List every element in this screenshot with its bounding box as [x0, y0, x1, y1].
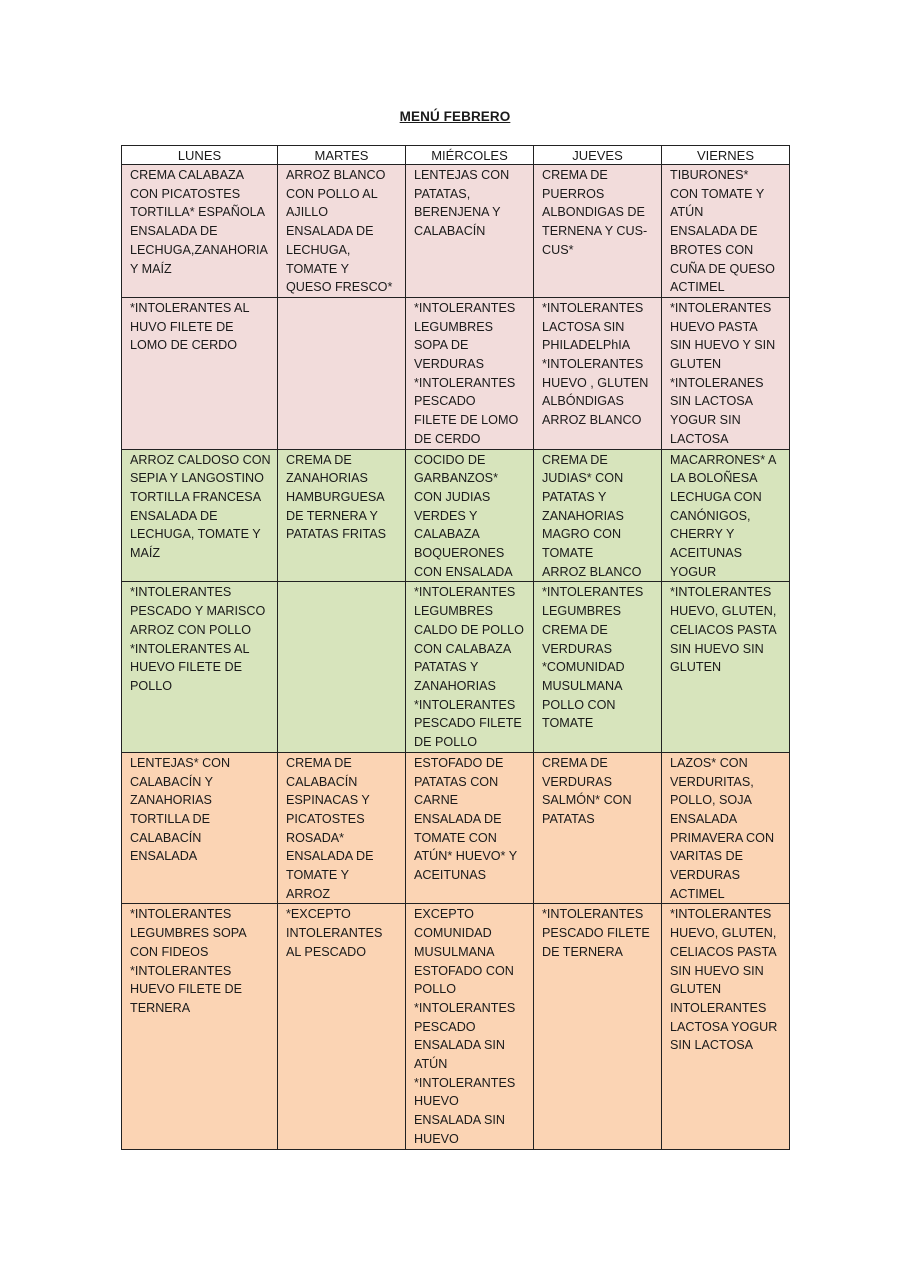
header-lunes: LUNES [122, 146, 278, 165]
menu-cell: *INTOLERANTES HUEVO, GLUTEN, CELIACOS PASTA SIN HUEVO SIN GLUTEN [662, 582, 790, 752]
table-row [122, 904, 790, 1149]
menu-cell: CREMA DE JUDIAS* CON PATATAS Y ZANAHORIAS MAGRO CON TOMATE ARROZ BLANCO [534, 449, 662, 582]
menu-cell: *INTOLERANTES LEGUMBRES SOPA CON FIDEOS *INTOLERANTES HUEVO FILETE DE TERNERA [122, 904, 278, 1149]
menu-cell: LENTEJAS CON PATATAS, BERENJENA Y CALABACÍN [406, 165, 534, 298]
menu-cell [278, 297, 406, 449]
menu-cell: *INTOLERANTES AL HUVO FILETE DE LOMO DE CERDO [122, 297, 278, 449]
header-martes: MARTES [278, 146, 406, 165]
menu-cell: ARROZ BLANCO CON POLLO AL AJILLO ENSALADA DE LECHUGA, TOMATE Y QUESO FRESCO* [278, 165, 406, 298]
menu-cell: *INTOLERANTES HUEVO, GLUTEN, CELIACOS PASTA SIN HUEVO SIN GLUTEN INTOLERANTES LACTOSA YOGUR SIN LACTOSA [662, 904, 790, 1149]
menu-cell: LAZOS* CON VERDURITAS, POLLO, SOJA ENSALADA PRIMAVERA CON VARITAS DE VERDURAS ACTIMEL [662, 752, 790, 904]
header-viernes: VIERNES [662, 146, 790, 165]
table-row [122, 165, 790, 298]
menu-cell: *INTOLERANTES PESCADO Y MARISCO ARROZ CON POLLO *INTOLERANTES AL HUEVO FILETE DE POLLO [122, 582, 278, 752]
menu-cell: EXCEPTO COMUNIDAD MUSULMANA ESTOFADO CON POLLO *INTOLERANTES PESCADO ENSALADA SIN ATÚN *INTOLERANTES HUEVO ENSALADA SIN HUEVO [406, 904, 534, 1149]
menu-cell: ESTOFADO DE PATATAS CON CARNE ENSALADA DE TOMATE CON ATÚN* HUEVO* Y ACEITUNAS [406, 752, 534, 904]
menu-cell [278, 582, 406, 752]
menu-table [121, 145, 790, 1150]
menu-cell: CREMA DE VERDURAS SALMÓN* CON PATATAS [534, 752, 662, 904]
header-row [122, 146, 790, 165]
table-row [122, 582, 790, 752]
header-jueves: JUEVES [534, 146, 662, 165]
menu-cell: ARROZ CALDOSO CON SEPIA Y LANGOSTINO TORTILLA FRANCESA ENSALADA DE LECHUGA, TOMATE Y MAÍZ [122, 449, 278, 582]
menu-cell: *INTOLERANTES LEGUMBRES CALDO DE POLLO CON CALABAZA PATATAS Y ZANAHORIAS *INTOLERANTES PESCADO FILETE DE POLLO [406, 582, 534, 752]
menu-cell: CREMA DE CALABACÍN ESPINACAS Y PICATOSTES ROSADA* ENSALADA DE TOMATE Y ARROZ [278, 752, 406, 904]
menu-cell: TIBURONES* CON TOMATE Y ATÚN ENSALADA DE BROTES CON CUÑA DE QUESO ACTIMEL [662, 165, 790, 298]
menu-cell: COCIDO DE GARBANZOS* CON JUDIAS VERDES Y CALABAZA BOQUERONES CON ENSALADA [406, 449, 534, 582]
page-title: MENÚ FEBRERO [399, 109, 511, 124]
menu-cell: LENTEJAS* CON CALABACÍN Y ZANAHORIAS TORTILLA DE CALABACÍN ENSALADA [122, 752, 278, 904]
menu-cell: *INTOLERANTES LACTOSA SIN PHILADELPhIA *INTOLERANTES HUEVO , GLUTEN ALBÓNDIGAS ARROZ BLANCO [534, 297, 662, 449]
menu-cell: *INTOLERANTES LEGUMBRES SOPA DE VERDURAS *INTOLERANTES PESCADO FILETE DE LOMO DE CERDO [406, 297, 534, 449]
menu-cell: CREMA CALABAZA CON PICATOSTES TORTILLA* ESPAÑOLA ENSALADA DE LECHUGA,ZANAHORIA Y MAÍZ [122, 165, 278, 298]
menu-cell: MACARRONES* A LA BOLOÑESA LECHUGA CON CANÓNIGOS, CHERRY Y ACEITUNAS YOGUR [662, 449, 790, 582]
table-row [122, 752, 790, 904]
menu-cell: *INTOLERANTES LEGUMBRES CREMA DE VERDURAS *COMUNIDAD MUSULMANA POLLO CON TOMATE [534, 582, 662, 752]
menu-cell: CREMA DE PUERROS ALBONDIGAS DE TERNENA Y CUS- CUS* [534, 165, 662, 298]
menu-cell: CREMA DE ZANAHORIAS HAMBURGUESA DE TERNERA Y PATATAS FRITAS [278, 449, 406, 582]
header-miercoles: MIÉRCOLES [406, 146, 534, 165]
menu-cell: *INTOLERANTES PESCADO FILETE DE TERNERA [534, 904, 662, 1149]
menu-cell: *EXCEPTO INTOLERANTES AL PESCADO [278, 904, 406, 1149]
table-row [122, 297, 790, 449]
table-row [122, 449, 790, 582]
menu-cell: *INTOLERANTES HUEVO PASTA SIN HUEVO Y SIN GLUTEN *INTOLERANES SIN LACTOSA YOGUR SIN LACTOSA [662, 297, 790, 449]
